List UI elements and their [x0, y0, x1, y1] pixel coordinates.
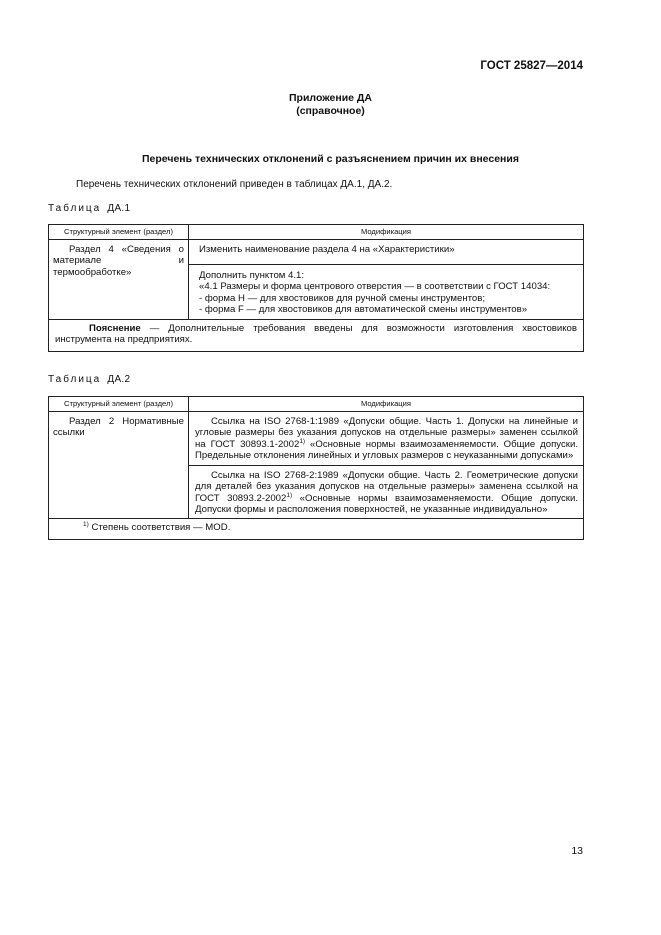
- annex-subtitle: (справочное): [296, 105, 365, 117]
- table2-footnote-text: Степень соответствия — MOD.: [88, 522, 231, 534]
- table1-caption-word: Таблица: [48, 203, 102, 214]
- table2-col1-header: Структурный элемент (раздел): [49, 397, 189, 412]
- table2-footnote-row: [49, 519, 584, 539]
- table2-mod2-footnote-ref: 1): [286, 491, 293, 499]
- table1-note-cell: [49, 320, 584, 352]
- annex-title: Приложение ДА: [289, 92, 372, 104]
- table1-caption: [48, 203, 130, 214]
- table-da2: [48, 396, 584, 540]
- table1-header-row: [49, 225, 584, 240]
- table1-note-text: — Дополнительные требования введены для возможности изготовления хвостовиков инструмента на предприятиях.: [55, 323, 577, 346]
- section-title: Перечень технических отклонений с разъяснением причин их внесения: [141, 153, 519, 165]
- table2-mod1-footnote-ref: 1): [299, 437, 306, 445]
- table2-mod1-cell: [189, 412, 584, 466]
- table2-mod2-text-b: «Основные нормы взаимозаменяемости. Общие допуски. Допуски формы и расположения поверхностей, не указанные индивидуально»: [195, 492, 578, 516]
- table1-mod2-line4: - форма F — для хвостовиков для автоматической смены инструментов»: [199, 303, 528, 315]
- table2-mod2-text-a: Ссылка на ISO 2768-2:1989 «Допуски общие. Часть 2. Геометрические допуски для деталей без указания допусков на отдельные размеры» заменена ссылкой на ГОСТ 30893.2-2002: [195, 470, 578, 504]
- table2-footnote-cell: [49, 519, 584, 539]
- table-da1: [48, 224, 584, 352]
- table2-element-cell: Раздел 2 Нормативные ссылки: [49, 412, 189, 519]
- table2-mod2-cell: [189, 466, 584, 519]
- document-code: ГОСТ 25827—2014: [480, 60, 583, 72]
- table2-header-row: [49, 397, 584, 412]
- table1-col1-header: Структурный элемент (раздел): [49, 225, 189, 240]
- table1-caption-id: ДА.1: [107, 203, 131, 214]
- table2-mod1-text-a: Ссылка на ISO 2768-1:1989 «Допуски общие. Часть 1. Допуски на линейные и угловые размеры без указания допусков на отдельные размеры» заменен ссылкой на ГОСТ 30893.1-2002: [195, 416, 578, 450]
- table1-mod1-cell: Изменить наименование раздела 4 на «Характеристики»: [189, 240, 584, 265]
- table1-mod2-line1: Дополнить пунктом 4.1:: [199, 270, 305, 281]
- page-number: 13: [571, 845, 583, 857]
- intro-paragraph: Перечень технических отклонений приведен в таблицах ДА.1, ДА.2.: [76, 179, 393, 190]
- table2-caption: [48, 374, 130, 385]
- table2-caption-id: ДА.2: [107, 374, 131, 385]
- table1-mod2-cell: [189, 265, 584, 320]
- table1-col2-header: Модификация: [189, 225, 584, 240]
- table2-caption-word: Таблица: [48, 374, 102, 385]
- table1-mod2-line2: «4.1 Размеры и форма центрового отверстия — в соответствии с ГОСТ 14034:: [199, 281, 551, 293]
- table1-note-row: [49, 320, 584, 352]
- table1-mod2-line3: - форма Н — для хвостовиков для ручной смены инструментов;: [199, 292, 486, 304]
- table1-element-cell: Раздел 4 «Сведения о материале и термообработке»: [49, 240, 189, 320]
- table-row: [49, 412, 584, 466]
- table1-note-label: Пояснение: [89, 323, 141, 335]
- table2-col2-header: Модификация: [189, 397, 584, 412]
- table-row: [49, 240, 584, 265]
- table2-mod1-text-b: «Основные нормы взаимозаменяемости. Общие допуски. Предельные отклонения линейных и угловых размеров с неуказанными допусками»: [195, 438, 578, 461]
- table2-footnote-mark: 1): [83, 521, 89, 529]
